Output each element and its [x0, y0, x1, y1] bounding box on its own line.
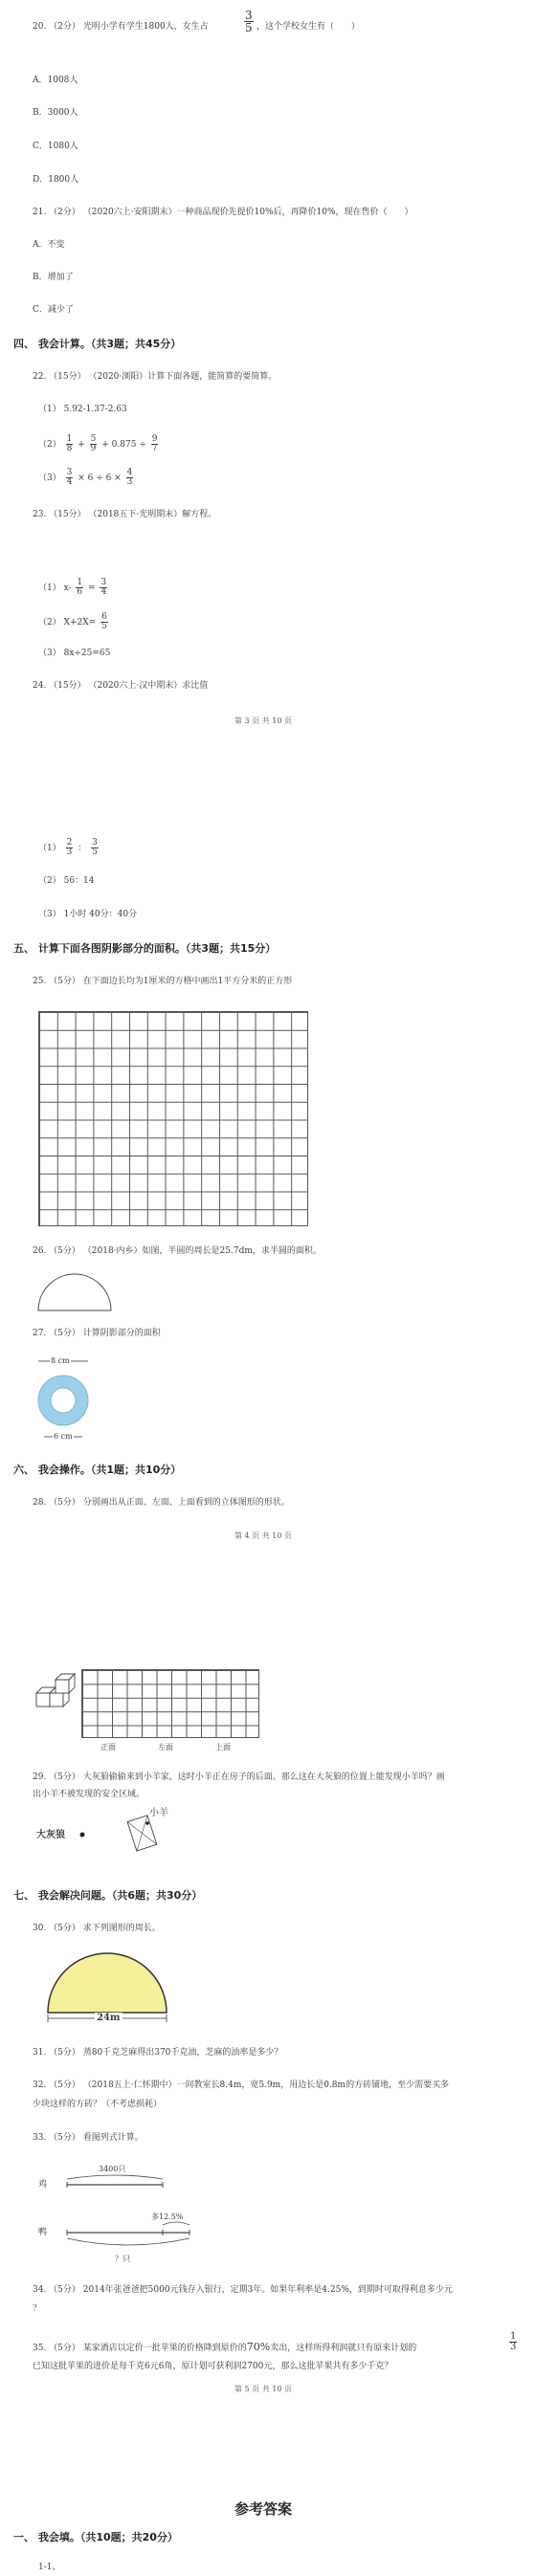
q22-part3: （3） $\frac{3}{4}$ × 6 ÷ 6 × $\frac{4}{3}$	[38, 468, 133, 487]
q28-stem: 28. （5分） 分别画出从正面、左面、上面看到的立体图形的形状。	[33, 1498, 290, 1508]
wolf-dot-icon	[78, 1831, 86, 1838]
q35-fraction: 1 3	[510, 2331, 517, 2352]
q21-option-b: B．增加了	[33, 273, 74, 282]
diameter-label: 24m	[97, 2013, 121, 2023]
cube-stack-figure	[34, 1672, 80, 1712]
view-label-left: 左面	[158, 1743, 173, 1751]
q23-part2: （2） X+2X= $\frac{6}{5}$	[38, 612, 107, 631]
answers-title: 参考答案	[234, 2500, 293, 2518]
q20-option-b: B．3000人	[33, 108, 78, 118]
q34-text-line1: 34. （5分） 2014年张爸爸把5000元钱存入银行，定期3年。如果年利率是4.25%，到期时可取得利息多少元	[33, 2285, 453, 2295]
q24-stem: 24. （15分） （2020六上·汉中期末）求比值	[33, 681, 209, 691]
q33-stem: 33. （5分） 看图列式计算。	[33, 2133, 144, 2143]
section-6-title: 六、 我会操作。（共1题；共10分）	[13, 1464, 182, 1476]
q20-fraction: 3 5	[245, 9, 253, 34]
q20-option-d: D．1800人	[33, 175, 79, 185]
q34-text-line2: ？	[33, 2304, 42, 2314]
q22-part2: （2） $\frac{1}{8}$ + $\frac{5}{9}$ + 0.875 ÷ $\frac{9}{7}$	[38, 434, 158, 453]
square-grid	[38, 1011, 308, 1226]
view-drawing-grid	[81, 1669, 259, 1738]
q29-text-line2: 出小羊不被发现的安全区域。	[33, 1790, 145, 1799]
answers-section-1: 一、 我会填。（共10题；共20分）	[13, 2531, 178, 2543]
semicircle-figure	[36, 1272, 115, 1312]
unknown-label: ？只	[115, 2255, 130, 2263]
q21-stem: 21. （2分） （2020六上·安阳期末）一种商品现价先提价10%后，再降价10%，现在售价（ ）	[33, 208, 413, 217]
ring-outer-label: 8 cm	[51, 1356, 70, 1365]
wolf-label: 大灰狼	[36, 1830, 65, 1840]
q32-text-line2: 少块这样的方砖？（不考虑损耗）	[33, 2100, 163, 2109]
q23-part1: （1） x- $\frac{1}{6}$ = $\frac{3}{4}$	[38, 578, 107, 597]
q27-stem: 27. （5分） 计算阴影部分的面积	[33, 1329, 161, 1338]
page-number-4: 第 4 页 共 10 页	[234, 1531, 292, 1540]
sheep-label: 小羊	[149, 1808, 168, 1818]
page-number-3: 第 3 页 共 10 页	[234, 716, 292, 725]
q23-stem: 23. （15分） （2018五下·光明期末）解方程。	[33, 510, 217, 519]
q24-part3: （3） 1小时 40分：40分	[38, 910, 138, 919]
q20-option-a: A．1008人	[33, 76, 78, 85]
q24-part1: （1） $\frac{2}{3}$ ： $\frac{3}{5}$	[38, 838, 98, 857]
section-4-title: 四、 我会计算。（共3题；共45分）	[13, 338, 182, 350]
q30-stem: 30. （5分） 求下列图形的周长。	[33, 1924, 161, 1933]
amount-label: 3400只	[99, 2165, 126, 2173]
q22-part1: （1） 5.92-1.37-2.63	[38, 405, 127, 414]
view-label-top: 上面	[215, 1743, 231, 1751]
q35-text-line2: 已知这批苹果的进价是每千克6元6角，原计划可获利润2700元，那么这批苹果共有多少千克？	[33, 2362, 393, 2371]
q29-text-line1: 29. （5分） 大灰狼偷偷来到小羊家，这时小羊正在房子的后面。那么这在大灰狼的位置上能发现小羊吗？画	[33, 1772, 445, 1782]
q32-text-line1: 32. （5分） （2018五上·仁怀期中）一间教室长8.4m，宽5.9m，用边长是0.8m的方砖铺地，至少需要买多	[33, 2081, 450, 2090]
q20-stem: 20. （2分） 光明小学有学生1800人，女生占	[33, 22, 209, 32]
duck-label: 鸭	[38, 2228, 48, 2237]
chicken-label: 鸡	[38, 2180, 48, 2190]
q23-part3: （3） 8x÷25=65	[38, 649, 111, 658]
q21-option-c: C．减少了	[33, 305, 74, 315]
q24-part2: （2） 56：14	[38, 876, 95, 886]
q25-stem: 25. （5分） 在下面边长均为1厘米的方格中画出1平方分米的正方形	[33, 977, 293, 986]
q31-stem: 31. （5分） 蒸80千克芝麻得出370千克油，芝麻的油率是多少？	[33, 2048, 283, 2058]
q35-text-line1: 35. （5分） 某家酒店以定价一批苹果的价格降到原价的70%卖出，这样所得利润就只有原来计划的	[33, 2341, 417, 2353]
section-5-title: 五、 计算下面各图阴影部分的面积。（共3题；共15分）	[13, 942, 277, 955]
page-number-5: 第 5 页 共 10 页	[234, 2385, 292, 2393]
q26-stem: 26. （5分） （2018·内乡）如图，半圆的周长是25.7dm，求半圆的面积。	[33, 1246, 322, 1256]
view-label-front: 正面	[100, 1743, 116, 1751]
q20-tail: ，这个学校女生有（ ）	[256, 22, 361, 32]
q20-option-c: C．1080人	[33, 142, 78, 151]
ring-inner-label: 6 cm	[54, 1432, 73, 1441]
q22-stem: 22. （15分） （2020·浏阳）计算下面各题，能简算的要简算。	[33, 372, 278, 382]
q21-option-a: A．不变	[33, 240, 65, 250]
answer-item-1-1: 1-1、	[38, 2563, 61, 2572]
section-7-title: 七、 我会解决问题。（共6题；共30分）	[13, 1889, 203, 1902]
more-percent-label: 多12.5%	[151, 2213, 184, 2221]
